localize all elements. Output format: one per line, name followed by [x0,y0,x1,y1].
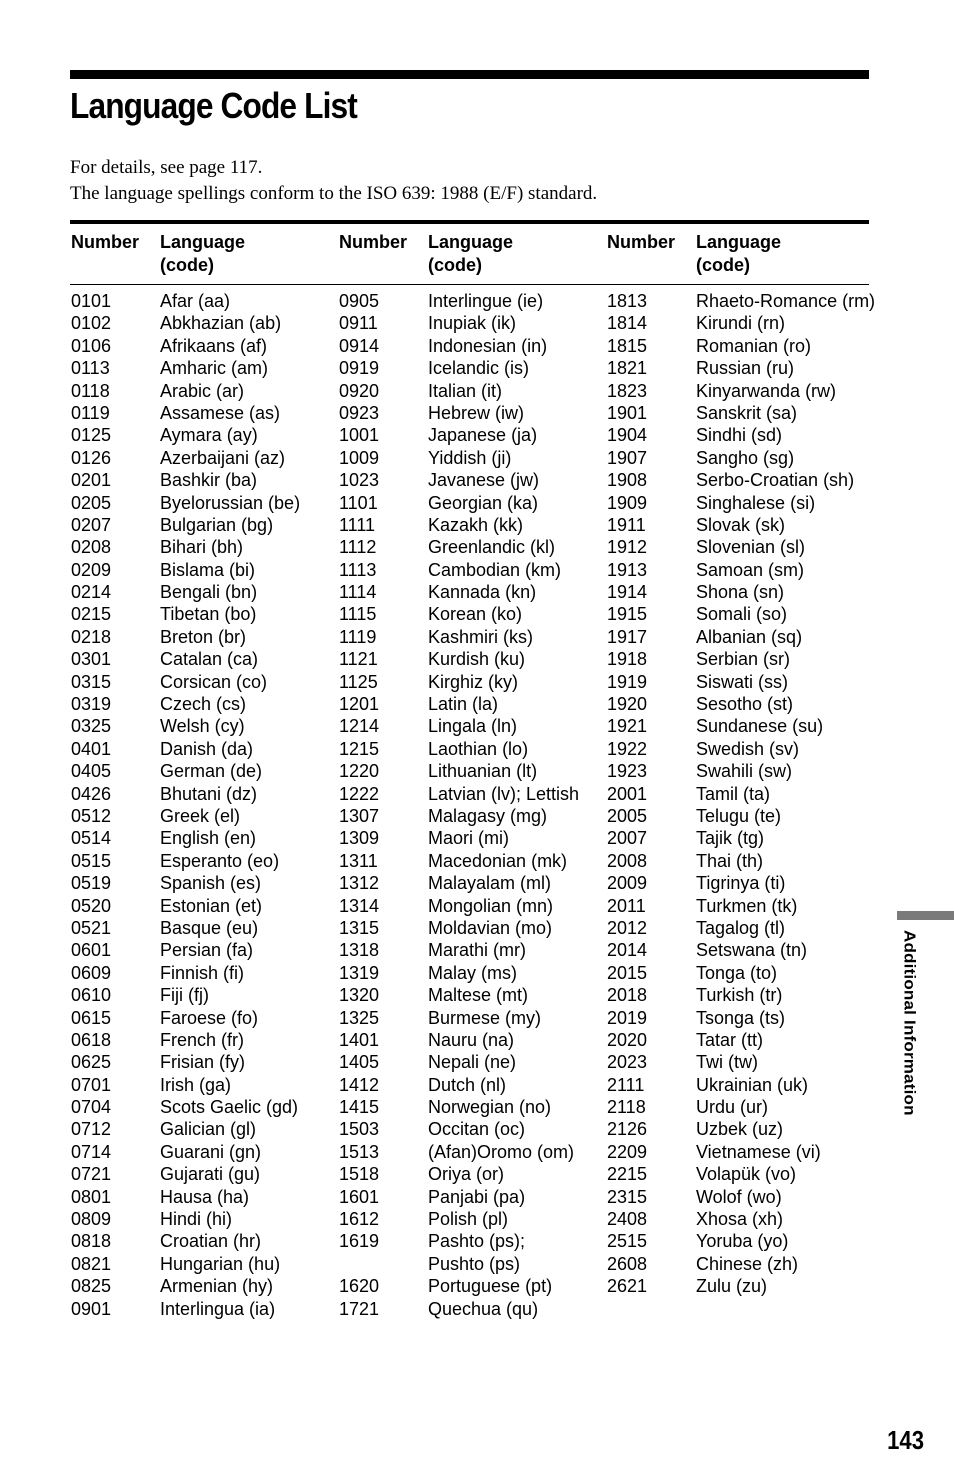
language-name: Lithuanian (lt) [428,761,538,782]
language-name: Laothian (lo) [428,738,529,759]
language-name: Fiji (fj) [160,985,209,1006]
language-name: English (en) [160,828,257,849]
language-number: 1001 [339,425,380,446]
header-language-1 [160,231,245,277]
language-name: Burmese (my) [428,1007,542,1028]
language-name: Kannada (kn) [428,582,537,603]
language-name: Faroese (fo) [160,1007,259,1028]
language-name: Hebrew (iw) [428,402,525,423]
language-number: 0207 [71,514,112,535]
language-number: 1415 [339,1097,380,1118]
language-number: 0701 [71,1074,112,1095]
language-name: Assamese (as) [160,402,281,423]
language-number: 0721 [71,1164,112,1185]
language-number: 0325 [71,716,112,737]
language-number: 1908 [607,470,648,491]
language-name: Icelandic (is) [428,358,530,379]
header-code-label: (code) [428,255,482,275]
language-name: (Afan)Oromo (om) [428,1141,575,1162]
language-name: Kirundi (rn) [696,313,786,334]
language-number: 1222 [339,783,380,804]
language-name: Malayalam (ml) [428,873,552,894]
language-name: Urdu (ur) [696,1097,769,1118]
language-name: Hungarian (hu) [160,1253,281,1274]
language-number: 0519 [71,873,112,894]
language-name: Xhosa (xh) [696,1209,784,1230]
language-number: 0515 [71,850,112,871]
language-number: 1101 [339,492,378,513]
language-number: 0113 [71,358,110,379]
language-number: 0405 [71,761,112,782]
language-name: Kinyarwanda (rw) [696,380,837,401]
language-name: Shona (sn) [696,582,785,603]
language-number: 1121 [339,649,378,670]
language-name: Maori (mi) [428,828,509,849]
language-number: 2118 [607,1097,646,1118]
language-name: Interlingue (ie) [428,291,544,311]
language-name: Byelorussian (be) [160,492,301,513]
language-number: 1214 [339,716,380,737]
language-name: Japanese (ja) [428,425,538,446]
language-name: Latin (la) [428,694,499,715]
language-name: Occitan (oc) [428,1119,526,1140]
language-number: 0218 [71,626,112,647]
language-number: 1319 [339,962,380,983]
language-number: 2126 [607,1119,648,1140]
header-language-2 [428,231,513,277]
language-number: 1814 [607,313,648,334]
language-name: Armenian (hy) [160,1276,274,1297]
language-name: Javanese (jw) [428,470,540,491]
language-number: 1918 [607,649,648,670]
language-name: Uzbek (uz) [696,1119,784,1140]
language-name: Esperanto (eo) [160,850,280,871]
language-name: Kashmiri (ks) [428,626,534,647]
language-number: 1220 [339,761,380,782]
language-number: 1904 [607,425,648,446]
language-number: 0214 [71,582,112,603]
language-number: 0714 [71,1141,112,1162]
language-number: 1125 [339,671,378,692]
language-name: Latvian (lv); Lettish [428,783,580,804]
language-name: Scots Gaelic (gd) [160,1097,299,1118]
header-code-label: (code) [160,255,214,275]
language-name: Indonesian (in) [428,335,548,356]
language-name: Sindhi (sd) [696,425,783,446]
language-name: Yiddish (ji) [428,447,512,468]
language-number: 0401 [71,738,112,759]
language-name: Portuguese (pt) [428,1276,553,1297]
language-name: Kirghiz (ky) [428,671,519,692]
language-name: Amharic (am) [160,358,269,379]
language-number: 1312 [339,873,380,894]
language-name: Basque (eu) [160,917,259,938]
language-number: 2019 [607,1007,648,1028]
language-number: 0301 [71,649,112,670]
language-name: Quechua (qu) [428,1298,539,1319]
language-name: Vietnamese (vi) [696,1141,821,1162]
language-number: 1620 [339,1276,380,1297]
language-number: 1009 [339,447,380,468]
language-name: Russian (ru) [696,358,795,379]
language-name: Mongolian (mn) [428,895,554,916]
language-name: Czech (cs) [160,694,247,715]
language-name: Chinese (zh) [696,1253,799,1274]
language-name: Bislama (bi) [160,559,256,580]
header-language-label: Language [696,232,782,252]
language-number: 0712 [71,1119,112,1140]
language-number: 0426 [71,783,112,804]
language-number: 2315 [607,1186,648,1207]
language-number: 2008 [607,850,648,871]
language-name: Turkmen (tk) [696,895,798,916]
language-name: Persian (fa) [160,940,254,961]
language-name: German (de) [160,761,263,782]
language-name: Bengali (bn) [160,582,258,603]
language-number: 1401 [339,1029,380,1050]
language-number: 1314 [339,895,380,916]
language-name: Marathi (mr) [428,940,526,961]
language-name: Cambodian (km) [428,559,562,580]
language-number: 1911 [607,514,646,535]
language-name: Interlingua (ia) [160,1298,276,1319]
language-name: Siswati (ss) [696,671,789,692]
language-number: 0818 [71,1231,112,1252]
language-name: Rhaeto-Romance (rm) [696,291,876,311]
page-number: 143 [887,1425,924,1455]
language-number: 1917 [607,626,648,647]
language-name: Norwegian (no) [428,1097,552,1118]
header-number-2: Number [339,232,408,252]
language-name: Yoruba (yo) [696,1231,789,1252]
language-name: French (fr) [160,1029,245,1050]
language-name: Zulu (zu) [696,1276,768,1297]
language-number: 1119 [339,626,377,647]
language-name: Georgian (ka) [428,492,539,513]
header-language-3 [696,231,781,277]
language-number: 2014 [607,940,648,961]
language-number: 1307 [339,805,380,826]
language-name: Estonian (et) [160,895,263,916]
language-number: 1920 [607,694,648,715]
language-number: 2215 [607,1164,648,1185]
language-number: 0914 [339,335,380,356]
language-name: Finnish (fi) [160,962,245,983]
language-number: 1909 [607,492,648,513]
language-number: 0801 [71,1186,112,1207]
language-name: Frisian (fy) [160,1052,245,1073]
language-number: 0905 [339,291,380,311]
language-number: 1309 [339,828,380,849]
language-name: Polish (pl) [428,1209,509,1230]
language-number: 1601 [339,1186,380,1207]
language-number: 0106 [71,335,112,356]
language-number: 0514 [71,828,112,849]
language-number: 2001 [607,783,648,804]
language-number: 1112 [339,537,377,558]
language-number: 2621 [607,1276,648,1297]
language-number: 2007 [607,828,648,849]
language-number: 0521 [71,917,112,938]
language-name: Aymara (ay) [160,425,258,446]
language-name: Ukrainian (uk) [696,1074,809,1095]
language-name: Sanskrit (sa) [696,402,798,423]
intro-line: For details, see page 117. [70,157,263,178]
language-number: 1503 [339,1119,380,1140]
language-name: Catalan (ca) [160,649,259,670]
language-number: 1518 [339,1164,380,1185]
language-number: 1907 [607,447,648,468]
language-number: 2209 [607,1141,648,1162]
language-name: Nepali (ne) [428,1052,517,1073]
language-name: Bhutani (dz) [160,783,258,804]
language-number: 2005 [607,805,648,826]
language-name: Serbian (sr) [696,649,791,670]
language-number: 0319 [71,694,112,715]
language-number: 1901 [607,402,648,423]
language-number: 2408 [607,1209,648,1230]
language-name: Tibetan (bo) [160,604,257,625]
language-number: 0208 [71,537,112,558]
language-name: Oriya (or) [428,1164,504,1185]
language-name: Sesotho (st) [696,694,794,715]
language-name: Slovak (sk) [696,514,786,535]
language-number: 1325 [339,1007,380,1028]
language-name: Somali (so) [696,604,788,625]
language-name: Setswana (tn) [696,940,808,961]
language-number: 0125 [71,425,112,446]
language-number: 1823 [607,380,648,401]
language-name: Arabic (ar) [160,380,245,401]
language-number: 1619 [339,1231,380,1252]
language-number: 1201 [339,694,380,715]
language-name: Sangho (sg) [696,447,795,468]
language-name: Malay (ms) [428,962,517,983]
language-name: Kazakh (kk) [428,514,524,535]
language-name: Afrikaans (af) [160,335,268,356]
language-number: 1612 [339,1209,380,1230]
language-name: Tigrinya (ti) [696,873,786,894]
language-name: Welsh (cy) [160,716,245,737]
language-number: 1914 [607,582,648,603]
language-number: 2009 [607,873,648,894]
table-top-rule [70,220,869,224]
language-number: 1721 [339,1298,380,1319]
language-name: Tagalog (tl) [696,917,786,938]
language-name: Lingala (ln) [428,716,518,737]
language-number: 1113 [339,559,377,580]
language-number: 1311 [339,850,378,871]
language-number: 2515 [607,1231,648,1252]
language-name: Swahili (sw) [696,761,793,782]
language-name: Maltese (mt) [428,985,529,1006]
language-number: 2018 [607,985,648,1006]
language-number: 1405 [339,1052,380,1073]
language-number: 1111 [339,514,376,535]
language-name: Guarani (gn) [160,1141,262,1162]
language-name: Galician (gl) [160,1119,257,1140]
language-number: 0119 [71,402,110,423]
language-name: Afar (aa) [160,291,231,311]
language-number: 0520 [71,895,112,916]
language-number: 0809 [71,1209,112,1230]
language-number: 1315 [339,917,380,938]
section-tab-marker [897,911,954,920]
language-name: Turkish (tr) [696,985,783,1006]
language-name: Sundanese (su) [696,716,824,737]
language-name: Pashto (ps); [428,1231,526,1252]
language-number: 2011 [607,895,646,916]
language-name: Inupiak (ik) [428,313,517,334]
language-number: 1915 [607,604,648,625]
language-number: 1215 [339,738,380,759]
language-number: 0825 [71,1276,112,1297]
language-number: 2608 [607,1253,648,1274]
header-rule [70,284,869,285]
language-name: Hausa (ha) [160,1186,250,1207]
language-name: Twi (tw) [696,1052,758,1073]
language-name: Bihari (bh) [160,537,244,558]
language-number: 0126 [71,447,112,468]
language-number: 0101 [71,291,112,311]
language-name: Dutch (nl) [428,1074,507,1095]
language-number: 0923 [339,402,380,423]
language-name: Kurdish (ku) [428,649,526,670]
language-number: 0704 [71,1097,112,1118]
language-number: 2015 [607,962,648,983]
language-name: Italian (it) [428,380,503,401]
language-name: Bashkir (ba) [160,470,258,491]
header-number-3: Number [607,232,676,252]
language-number: 0618 [71,1029,112,1050]
language-number: 0615 [71,1007,112,1028]
language-number: 0609 [71,962,112,983]
language-number: 0118 [71,380,110,401]
language-number: 1912 [607,537,648,558]
language-number: 0610 [71,985,112,1006]
language-number: 2020 [607,1029,648,1050]
language-number: 1023 [339,470,380,491]
language-name: Korean (ko) [428,604,523,625]
header-language-label: Language [160,232,246,252]
language-number: 0601 [71,940,112,961]
language-name: Irish (ga) [160,1074,232,1095]
language-number: 1815 [607,335,648,356]
header-number-1: Number [71,232,140,252]
language-number: 0201 [71,470,112,491]
language-name: Tatar (tt) [696,1029,764,1050]
header-language-label: Language [428,232,514,252]
language-number: 1115 [339,604,377,625]
language-name: Telugu (te) [696,805,782,826]
language-number: 0315 [71,671,112,692]
language-number: 2012 [607,917,648,938]
language-name: Abkhazian (ab) [160,313,282,334]
language-name: Panjabi (pa) [428,1186,526,1207]
language-number: 0911 [339,313,378,334]
language-name: Greek (el) [160,805,241,826]
language-number: 1821 [607,358,648,379]
language-name: Spanish (es) [160,873,262,894]
language-name: Hindi (hi) [160,1209,233,1230]
language-number: 1921 [607,716,648,737]
language-number: 0919 [339,358,380,379]
intro-text [70,155,597,207]
language-name: Azerbaijani (az) [160,447,286,468]
language-number: 1513 [339,1141,380,1162]
language-number: 0209 [71,559,112,580]
language-name: Corsican (co) [160,671,268,692]
language-number: 1922 [607,738,648,759]
language-number: 0625 [71,1052,112,1073]
language-number: 1813 [607,291,648,311]
language-name: Tamil (ta) [696,783,771,804]
language-number: 2111 [607,1074,645,1095]
language-name: Greenlandic (kl) [428,537,556,558]
language-name: Samoan (sm) [696,559,805,580]
language-number: 1320 [339,985,380,1006]
language-name: Breton (br) [160,626,247,647]
language-number: 0821 [71,1253,112,1274]
language-number: 1318 [339,940,380,961]
language-number: 0205 [71,492,112,513]
language-name: Macedonian (mk) [428,850,568,871]
language-number: 0920 [339,380,380,401]
header-code-label: (code) [696,255,750,275]
language-number: 0512 [71,805,112,826]
language-name: Serbo-Croatian (sh) [696,470,855,491]
language-name: Bulgarian (bg) [160,514,274,535]
language-number: 1919 [607,671,648,692]
language-name: Volapük (vo) [696,1164,797,1185]
language-name: Tajik (tg) [696,828,765,849]
top-rule [70,70,869,79]
language-name: Romanian (ro) [696,335,812,356]
language-number: 1114 [339,582,377,603]
language-number: 0901 [71,1298,112,1319]
language-number: 0102 [71,313,112,334]
language-name: Gujarati (gu) [160,1164,261,1185]
language-number: 1412 [339,1074,380,1095]
language-number: 1923 [607,761,648,782]
language-name: Slovenian (sl) [696,537,806,558]
language-name: Tonga (to) [696,962,778,983]
language-name: Malagasy (mg) [428,805,548,826]
language-name: Albanian (sq) [696,626,803,647]
language-name: Moldavian (mo) [428,917,553,938]
language-name: Pushto (ps) [428,1253,521,1274]
language-name: Wolof (wo) [696,1186,782,1207]
language-name: Croatian (hr) [160,1231,262,1252]
language-number: 1913 [607,559,648,580]
intro-line: The language spellings conform to the ISO 639: 1988 (E/F) standard. [70,183,598,204]
language-name: Thai (th) [696,850,764,871]
language-number: 2023 [607,1052,648,1073]
section-side-label: Additional Information [900,930,918,1116]
language-name: Tsonga (ts) [696,1007,786,1028]
language-name: Swedish (sv) [696,738,800,759]
language-name: Singhalese (si) [696,492,816,513]
page-title: Language Code List [70,85,357,126]
language-number: 0215 [71,604,112,625]
language-name: Danish (da) [160,738,254,759]
language-name: Nauru (na) [428,1029,515,1050]
